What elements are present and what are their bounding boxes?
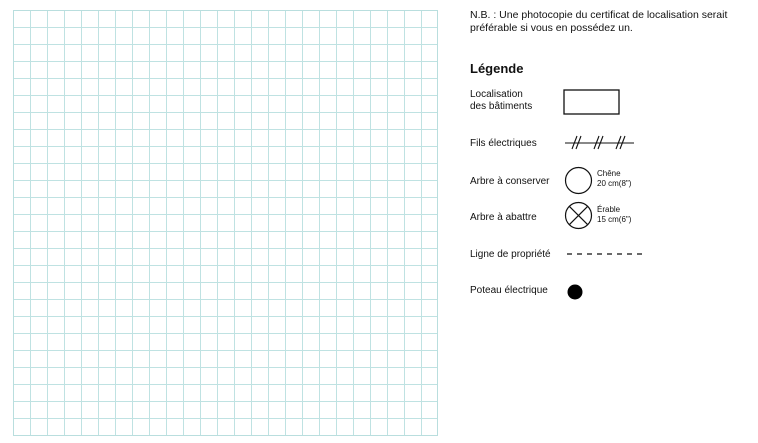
cut-tree-info: Érable 15 cm(6") [597, 205, 632, 224]
drawing-grid [13, 10, 438, 436]
keep-tree-info: Chêne 20 cm(8") [597, 169, 632, 188]
legend-cut-tree-label: Arbre à abattre [470, 212, 537, 223]
legend-property-line-label: Ligne de propriété [470, 249, 551, 260]
legend-buildings-label: Localisation des bâtiments [470, 89, 533, 112]
electric-wire-icon [563, 133, 637, 153]
legend-wires-label: Fils électriques [470, 138, 537, 149]
electric-pole-dot-icon [566, 283, 584, 301]
building-rectangle-icon [563, 89, 621, 116]
legend-pole-label: Poteau électrique [470, 285, 548, 296]
cut-tree-crossed-circle-icon [564, 201, 593, 230]
legend-title: Légende [470, 61, 524, 76]
property-dashed-line-icon [566, 249, 648, 259]
keep-tree-circle-icon [564, 166, 593, 195]
legend-keep-tree-label: Arbre à conserver [470, 176, 550, 187]
note-text: N.B. : Une photocopie du certificat de localisation serait préférable si vous en possédez un. [470, 9, 728, 34]
